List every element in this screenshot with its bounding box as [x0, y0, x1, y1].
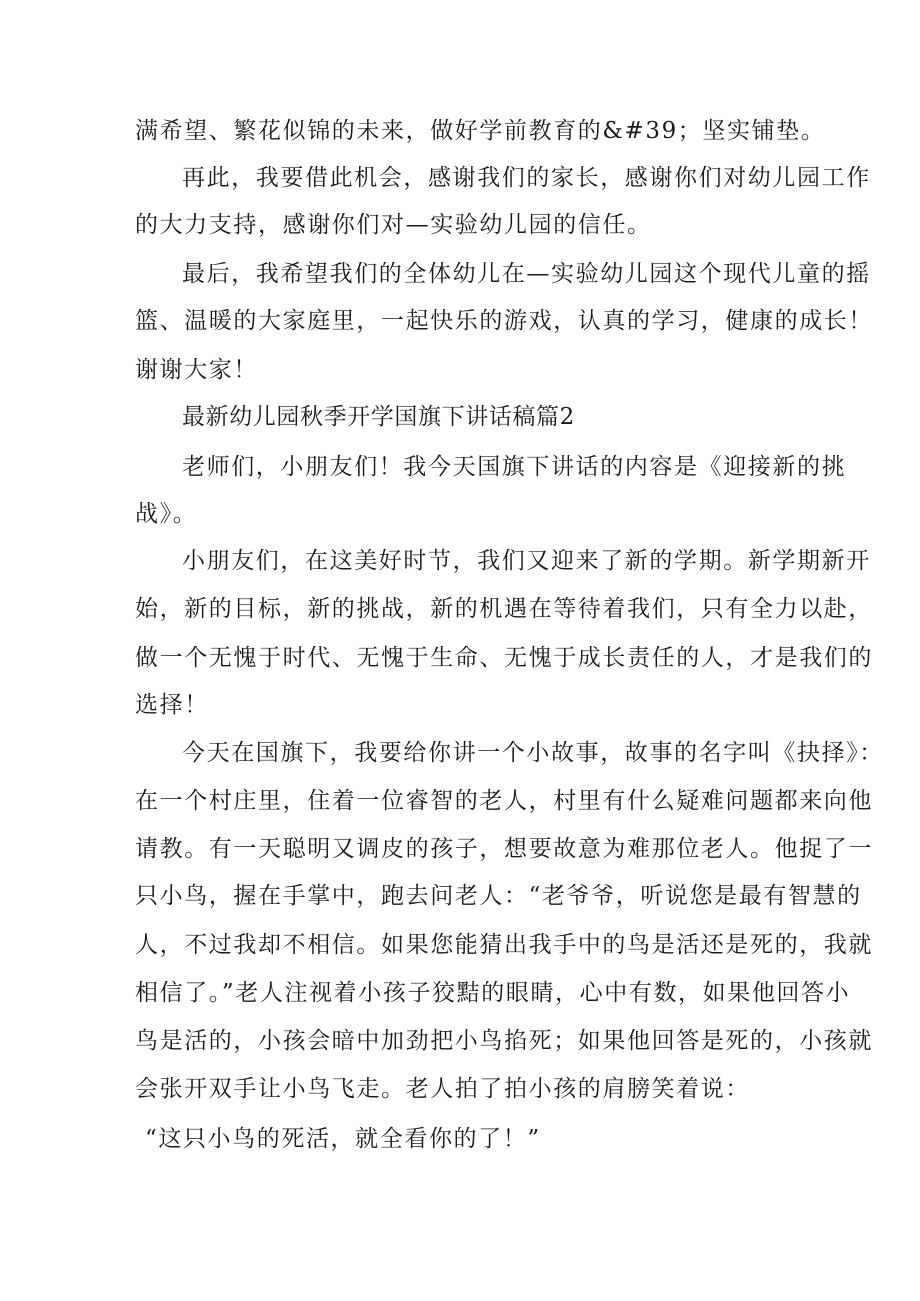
paragraph-closing-line: 最后，我希望我们的全体幼儿在—实验幼儿园这个现代儿童的摇	[182, 261, 871, 287]
text-line: 的大力支持，感谢你们对—实验幼儿园的信任。	[135, 212, 652, 238]
text-line: 相信了。”老人注视着小孩子狡黠的眼睛，心中有数，如果他回答小	[135, 980, 851, 1006]
text-line: 篮、温暖的大家庭里，一起快乐的游戏，认真的学习，健康的成长！	[135, 308, 873, 334]
section-heading: 最新幼儿园秋季开学国旗下讲话稿篇2	[182, 404, 575, 430]
paragraph-thanks-line: 再此，我要借此机会，感谢我们的家长，感谢你们对幼儿园工作	[182, 165, 871, 191]
text-line: 始，新的目标，新的挑战，新的机遇在等待着我们，只有全力以赴，	[135, 596, 873, 622]
text-line: 会张开双手让小鸟飞走。老人拍了拍小孩的肩膀笑着说：	[135, 1076, 750, 1102]
text-line: 做一个无愧于时代、无愧于生命、无愧于成长责任的人，才是我们的	[135, 645, 873, 671]
text-line: 选择！	[135, 692, 209, 718]
text-line: 战》。	[135, 501, 198, 527]
text-line: 满希望、繁花似锦的未来，做好学前教育的&#39；坚实铺垫。	[135, 118, 826, 144]
paragraph-semester-line: 小朋友们，在这美好时节，我们又迎来了新的学期。新学期新开	[182, 548, 871, 574]
paragraph-greeting-line: 老师们，小朋友们！我今天国旗下讲话的内容是《迎接新的挑	[182, 454, 847, 480]
text-line: 在一个村庄里，住着一位睿智的老人，村里有什么疑难问题都来向他	[135, 788, 873, 814]
text-line: 谢谢大家！	[135, 357, 258, 383]
paragraph-story-line: 今天在国旗下，我要给你讲一个小故事，故事的名字叫《抉择》：	[182, 740, 884, 766]
text-line: 人，不过我却不相信。如果您能猜出我手中的鸟是活还是死的，我就	[135, 932, 873, 958]
quote-line: “这只小鸟的死活，就全看你的了！”	[145, 1126, 541, 1152]
text-line: 请教。有一天聪明又调皮的孩子，想要故意为难那位老人。他捉了一	[135, 836, 873, 862]
text-line: 只小鸟，握在手掌中，跑去问老人：“老爷爷，听说您是最有智慧的	[135, 883, 862, 909]
text-line: 鸟是活的，小孩会暗中加劲把小鸟掐死；如果他回答是死的，小孩就	[135, 1028, 873, 1054]
